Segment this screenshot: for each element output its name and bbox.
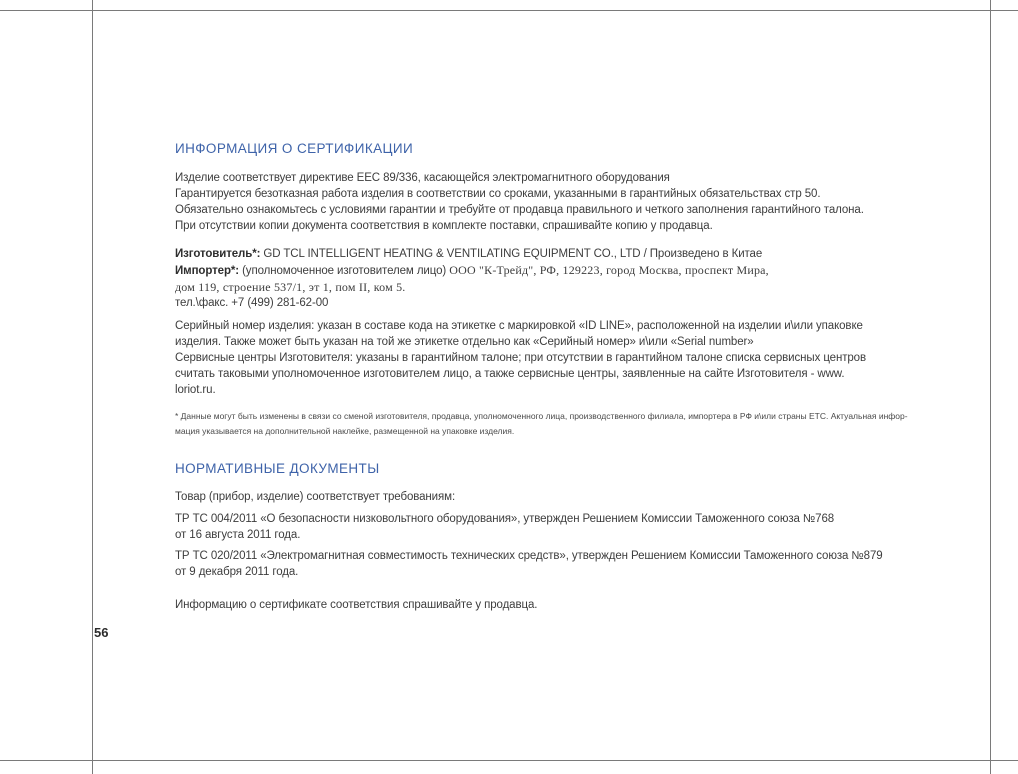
- serial-line: Серийный номер изделия: указан в составе кода на этикетке с маркировкой «ID LINE», расположенной на изделии и\или упаковке: [175, 320, 863, 332]
- intro-line: Гарантируется безотказная работа изделия в соответствии со сроками, указанными в гарантийных обязательствах стр 50.: [175, 188, 821, 200]
- manufacturer-label: Изготовитель*:: [175, 248, 261, 260]
- guide-line-left: [92, 0, 93, 774]
- serial-line: Сервисные центры Изготовителя: указаны в гарантийном талоне; при отсутствии в гарантийном талоне списка сервисных центров: [175, 352, 866, 364]
- intro-line: При отсутствии копии документа соответствия в комплекте поставки, спрашивайте копию у продавца.: [175, 220, 713, 232]
- phone-line: тел.\факс. +7 (499) 281-62-00: [175, 297, 329, 309]
- page-number: 56: [94, 625, 109, 640]
- normative-doc-line: ТР ТС 020/2011 «Электромагнитная совместимость технических средств», утвержден Решением Комиссии Таможенного союза №879: [175, 550, 883, 562]
- footnote-line: * Данные могут быть изменены в связи со сменой изготовителя, продавца, уполномоченного лица, производственного филиала, импортера в РФ и\или страны ЕТС. Актуальная инфор-: [175, 411, 908, 421]
- certification-intro: [175, 170, 885, 234]
- intro-line: Обязательно ознакомьтесь с условиями гарантии и требуйте от продавца правильного и четкого заполнения гарантийного талона.: [175, 204, 864, 216]
- normative-doc-line: от 9 декабря 2011 года.: [175, 566, 299, 578]
- page-content: [175, 141, 908, 613]
- importer-prefix: (уполномоченное изготовителем лицо): [238, 265, 450, 277]
- serial-number-block: [175, 318, 885, 398]
- guide-line-bottom: [0, 760, 1018, 761]
- importer-company: ООО "К-Трейд", РФ, 129223, город Москва, проспект Мира,: [449, 263, 769, 277]
- importer-line: [175, 262, 885, 279]
- manufacturer-line: [175, 246, 885, 262]
- serial-line: loriot.ru.: [175, 384, 216, 396]
- manufacturer-value: GD TCL INTELLIGENT HEATING & VENTILATING EQUIPMENT CO., LTD / Произведено в Китае: [260, 248, 763, 260]
- importer-label: Импортер*:: [175, 265, 239, 277]
- intro-line: Изделие соответствует директиве ЕЕС 89/336, касающейся электромагнитного оборудования: [175, 172, 670, 184]
- manufacturer-block: [175, 246, 885, 311]
- certificate-info-line: Информацию о сертификате соответствия спрашивайте у продавца.: [175, 599, 538, 611]
- normative-intro: Товар (прибор, изделие) соответствует требованиям:: [175, 491, 456, 503]
- normative-heading: НОРМАТИВНЫЕ ДОКУМЕНТЫ: [175, 461, 380, 476]
- certification-heading: ИНФОРМАЦИЯ О СЕРТИФИКАЦИИ: [175, 141, 414, 156]
- footnote-line: мация указывается на дополнительной наклейке, размещенной на упаковке изделия.: [175, 426, 515, 436]
- serial-line: считать таковыми уполномоченное изготовителем лицо, а также сервисные центры, заявленные на сайте Изготовителя - www.: [175, 368, 845, 380]
- importer-address-line: дом 119, строение 537/1, эт 1, пом II, ком 5.: [175, 280, 406, 294]
- normative-doc-2: [175, 548, 885, 580]
- normative-doc-1: [175, 511, 885, 543]
- guide-line-right: [990, 0, 991, 774]
- normative-doc-line: от 16 августа 2011 года.: [175, 529, 301, 541]
- serial-line: изделия. Также может быть указан на той же этикетке отдельно как «Серийный номер» и\или «Serial number»: [175, 336, 754, 348]
- guide-line-top: [0, 10, 1018, 11]
- footnote-block: [175, 409, 908, 439]
- normative-doc-line: ТР ТС 004/2011 «О безопасности низковольтного оборудования», утвержден Решением Комиссии Таможенного союза №768: [175, 513, 835, 525]
